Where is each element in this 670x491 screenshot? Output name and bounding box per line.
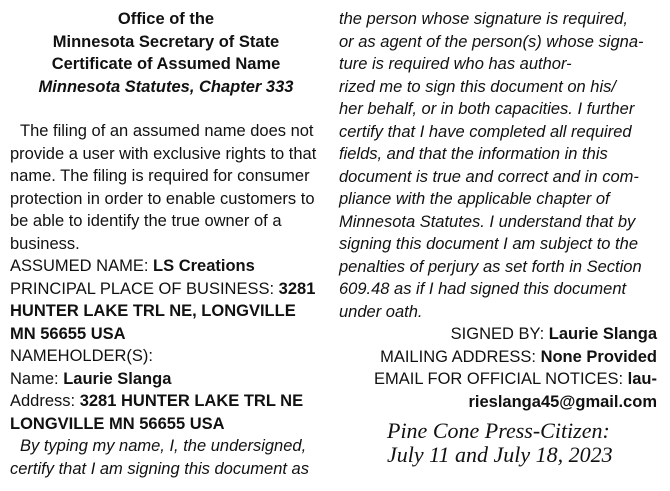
mailing-address-label: MAILING ADDRESS: bbox=[380, 347, 541, 366]
certification-line: certify that I am signing this document as bbox=[10, 459, 309, 478]
certification-line: the person whose signature is required, bbox=[339, 10, 628, 28]
intro-paragraph: The filing of an assumed name does not provide a user with exclusive rights to that name. The filing is required for consumer protection in order to enable customers to be able to identify the true owner of a business. bbox=[10, 122, 317, 253]
nameholder-address-value: 3281 HUNTER LAKE TRL NE LONGVILLE MN 56655 USA bbox=[10, 392, 304, 433]
mailing-address-line bbox=[339, 346, 657, 369]
nameholder-name-label: Name: bbox=[10, 369, 64, 388]
certification-line: ture is required who has author- bbox=[339, 55, 572, 73]
certification-line: By typing my name, I, the undersigned, bbox=[20, 437, 307, 455]
email-label: EMAIL FOR OFFICIAL NOTICES: bbox=[374, 370, 628, 388]
email-line bbox=[339, 368, 657, 391]
assumed-name-line bbox=[10, 255, 322, 278]
certification-line: penalties of perjury as set forth in Section bbox=[339, 257, 642, 276]
left-column bbox=[10, 8, 322, 480]
certification-line: document is true and correct and in com- bbox=[339, 167, 639, 186]
certification-line: pliance with the applicable chapter of bbox=[339, 190, 610, 208]
certification-line: under oath. bbox=[339, 302, 423, 321]
nameholder-address-line bbox=[10, 390, 322, 435]
nameholder-address-label: Address: bbox=[10, 392, 80, 410]
signed-by-line bbox=[339, 323, 657, 346]
nameholders-label: NAMEHOLDER(S): bbox=[10, 347, 154, 365]
certification-line: signing this document I am subject to the bbox=[339, 235, 638, 253]
certification-start bbox=[10, 435, 322, 480]
email-value-part2: rieslanga45@gmail.com bbox=[468, 392, 657, 411]
header-agency: Minnesota Secretary of State bbox=[52, 32, 280, 51]
header-statute: Minnesota Statutes, Chapter 333 bbox=[38, 77, 294, 96]
right-column bbox=[339, 8, 657, 467]
certification-line: 609.48 as if I had signed this document bbox=[339, 280, 627, 298]
header-certificate-title: Certificate of Assumed Name bbox=[51, 55, 281, 73]
publication-dates: July 11 and July 18, 2023 bbox=[387, 442, 613, 467]
certification-line: Minnesota Statutes. I understand that by bbox=[339, 212, 636, 231]
certification-continued bbox=[339, 8, 657, 323]
signed-by-value: Laurie Slanga bbox=[548, 325, 657, 343]
nameholder-name-value: Laurie Slanga bbox=[63, 369, 172, 388]
assumed-name-label: ASSUMED NAME: bbox=[10, 257, 154, 275]
certification-line: fields, and that the information in this bbox=[339, 145, 608, 163]
header-office: Office of the bbox=[117, 10, 215, 28]
email-value-part1: lau- bbox=[627, 370, 657, 388]
principal-place-line bbox=[10, 278, 322, 346]
mailing-address-value: None Provided bbox=[540, 347, 657, 366]
principal-place-label: PRINCIPAL PLACE OF BUSINESS: bbox=[10, 279, 279, 298]
certification-line: rized me to sign this document on his/ bbox=[339, 77, 616, 96]
signed-by-label: SIGNED BY: bbox=[450, 325, 549, 343]
notice-header bbox=[10, 8, 322, 98]
publication-notice bbox=[387, 419, 657, 467]
spacer bbox=[10, 98, 322, 120]
principal-place-value: 3281 HUNTER LAKE TRL NE, LONGVILLE MN 56655 USA bbox=[10, 279, 316, 343]
certification-line: her behalf, or in both capacities. I further bbox=[339, 100, 635, 118]
certification-line: or as agent of the person(s) whose signa- bbox=[339, 32, 644, 51]
nameholder-name-line bbox=[10, 368, 322, 391]
assumed-name-value: LS Creations bbox=[153, 257, 255, 275]
certification-line: certify that I have completed all required bbox=[339, 122, 632, 141]
publication-name: Pine Cone Press-Citizen: bbox=[387, 418, 610, 443]
